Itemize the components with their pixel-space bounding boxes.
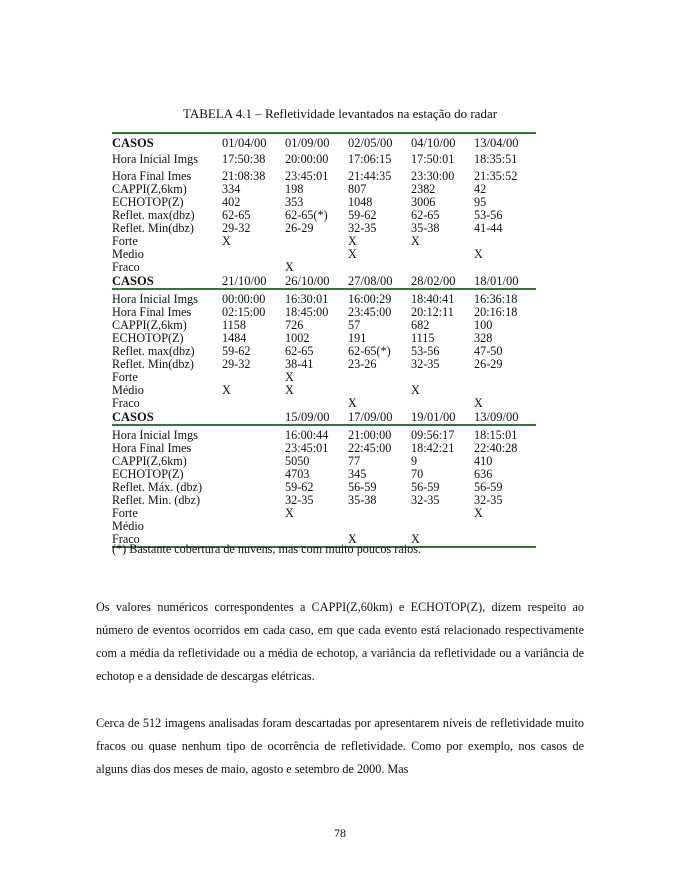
row-label: Medio <box>112 247 144 261</box>
table-cell: 32-35 <box>348 221 377 235</box>
table-cell: 23:45:00 <box>348 305 392 319</box>
table-cell: 26-29 <box>474 357 503 371</box>
table-cell: 334 <box>222 182 241 196</box>
table-cell <box>222 494 285 507</box>
table-cell: 32-35 <box>411 357 440 371</box>
date-cell: 13/04/00 <box>474 136 519 150</box>
date-cell: 28/02/00 <box>411 274 456 288</box>
table-caption: TABELA 4.1 – Refletividade levantados na estação do radar <box>182 106 498 121</box>
table-cell <box>285 235 348 248</box>
table-cell <box>222 261 285 274</box>
date-cell: 19/01/00 <box>411 410 456 424</box>
table-row <box>112 235 536 248</box>
table-cell: 23:30:00 <box>411 169 455 183</box>
row-label: Hora Final Imes <box>112 169 192 183</box>
date-cell: 01/09/00 <box>285 136 330 150</box>
row-label: Reflet. max(dbz) <box>112 344 195 358</box>
table-cell: 42 <box>474 182 487 196</box>
row-label: Forte <box>112 234 138 248</box>
table-cell: X <box>222 383 231 397</box>
table-header-row <box>112 274 536 288</box>
table-cell: X <box>474 396 483 410</box>
table-cell <box>411 507 474 520</box>
table-cell: 16:00:29 <box>348 292 392 306</box>
table-footnote: (*) Bastante cobertura de nuvens, mas com muito poucos raios. <box>112 542 422 556</box>
table-cell: 198 <box>285 182 304 196</box>
table-cell <box>474 520 536 533</box>
row-label: Hora Final Imes <box>112 305 192 319</box>
table-cell: 1002 <box>285 331 310 345</box>
table-cell <box>222 371 285 384</box>
row-label: ECHOTOP(Z) <box>112 331 184 345</box>
table-cell: 29-32 <box>222 221 251 235</box>
table-cell <box>222 442 285 455</box>
table-cell <box>474 261 536 274</box>
table-cell: X <box>348 234 357 248</box>
row-label: CAPPI(Z,6km) <box>112 318 187 332</box>
table-cell <box>474 533 536 546</box>
table-cell: 09:56:17 <box>411 428 455 442</box>
table-cell <box>222 481 285 494</box>
page-number: 78 <box>334 826 346 840</box>
row-label: Fraco <box>112 532 140 546</box>
table-cell: X <box>474 247 483 261</box>
table-cell: 726 <box>285 318 304 332</box>
table-cell: 32-35 <box>411 493 440 507</box>
table-row <box>112 494 536 507</box>
table-cell <box>348 520 411 533</box>
row-label: Hora Inicial Imgs <box>112 428 198 442</box>
table-block-1 <box>112 132 536 288</box>
row-label: CAPPI(Z,6km) <box>112 182 187 196</box>
date-cell <box>222 410 285 424</box>
table-cell: 21:08:38 <box>222 169 266 183</box>
table-cell <box>411 371 474 384</box>
table-row <box>112 358 536 371</box>
table-cell: X <box>474 506 483 520</box>
table-cell: 95 <box>474 195 487 209</box>
table-cell: 17:06:15 <box>348 152 392 166</box>
table-cell: X <box>411 383 420 397</box>
table-cell <box>474 384 536 397</box>
table-cell: 1484 <box>222 331 247 345</box>
table-cell: X <box>411 532 420 546</box>
date-cell: 13/09/00 <box>474 410 519 424</box>
table-cell: 23:45:01 <box>285 169 329 183</box>
row-label: Médio <box>112 519 144 533</box>
date-cell: 15/09/00 <box>285 410 330 424</box>
table-cell: 345 <box>348 467 367 481</box>
table-cell: 3006 <box>411 195 436 209</box>
table-cell <box>411 261 474 274</box>
table-cell: 70 <box>411 467 424 481</box>
table-cell: 402 <box>222 195 241 209</box>
table-cell <box>474 371 536 384</box>
row-label: Hora Final Imes <box>112 441 192 455</box>
table-cell <box>285 397 348 410</box>
table-cell: X <box>285 260 294 274</box>
table-header-row <box>112 410 536 424</box>
table-cell: 16:00:44 <box>285 428 329 442</box>
table-cell <box>222 468 285 481</box>
table-cell: 807 <box>348 182 367 196</box>
row-label: Forte <box>112 506 138 520</box>
table-cell: 9 <box>411 454 418 468</box>
table-cell: 62-65 <box>222 208 251 222</box>
table-cell: 35-38 <box>348 493 377 507</box>
table-cell: 18:40:41 <box>411 292 455 306</box>
table-cell: 682 <box>411 318 430 332</box>
table-cell: 59-62 <box>285 480 314 494</box>
table-cell: 57 <box>348 318 361 332</box>
body-paragraph: Cerca de 512 imagens analisadas foram descartadas por apresentarem níveis de refletividade muito fracos ou quase nenhum tipo de ocorrência de refletividade. Como por exemplo, nos casos de alguns dias dos meses de maio, agosto e setembro de 2000. Mas <box>96 716 584 777</box>
table-cell <box>222 455 285 468</box>
date-cell: 27/08/00 <box>348 274 393 288</box>
table-cell: 23-26 <box>348 357 377 371</box>
row-label: Reflet. Máx. (dbz) <box>112 480 203 494</box>
table-row <box>112 397 536 410</box>
table-row <box>112 153 536 166</box>
table-cell: 53-56 <box>411 344 440 358</box>
row-label: Reflet. Min(dbz) <box>112 221 194 235</box>
table-row <box>112 384 536 397</box>
table-row <box>112 248 536 261</box>
table-cell: 191 <box>348 331 367 345</box>
table-cell: 47-50 <box>474 344 503 358</box>
table-row <box>112 371 536 384</box>
table-cell: 1158 <box>222 318 246 332</box>
table-cell: 17:50:01 <box>411 152 455 166</box>
table-cell: 26-29 <box>285 221 314 235</box>
table-header-row <box>112 136 536 150</box>
table-cell <box>348 507 411 520</box>
table-cell: X <box>348 532 357 546</box>
row-label: Fraco <box>112 260 140 274</box>
table-cell: 02:15:00 <box>222 305 266 319</box>
table-cell: X <box>411 234 420 248</box>
table-cell: 21:35:52 <box>474 169 518 183</box>
table-cell: 20:00:00 <box>285 152 329 166</box>
table-cell: 21:00:00 <box>348 428 392 442</box>
table-cell: 21:44:35 <box>348 169 392 183</box>
table-cell: 62-65 <box>285 344 314 358</box>
table-cell: 4703 <box>285 467 310 481</box>
table-cell: 1115 <box>411 331 435 345</box>
casos-label: CASOS <box>112 410 154 424</box>
table-cell: 17:50:38 <box>222 152 266 166</box>
row-label: Reflet. max(dbz) <box>112 208 195 222</box>
table-cell: 38-41 <box>285 357 314 371</box>
table-cell: 32-35 <box>285 493 314 507</box>
table-cell: 29-32 <box>222 357 251 371</box>
table-cell <box>348 261 411 274</box>
reflectivity-table <box>112 132 536 548</box>
table-cell <box>222 429 285 442</box>
table-cell: 00:00:00 <box>222 292 266 306</box>
table-cell: X <box>285 506 294 520</box>
date-cell: 18/01/00 <box>474 274 519 288</box>
table-cell <box>348 371 411 384</box>
body-paragraph: Os valores numéricos correspondentes a CAPPI(Z,60km) e ECHOTOP(Z), dizem respeito ao número de eventos ocorridos em cada caso, em que cada evento está relacionado respectivamente com a média da refletividade ou a média de echotop, a variância da refletividade ou a variância de echotop e a densidade de descargas elétricas. <box>96 600 584 684</box>
table-cell <box>285 248 348 261</box>
casos-label: CASOS <box>112 136 154 150</box>
table-cell <box>222 248 285 261</box>
table-row <box>112 520 536 533</box>
table-cell: 18:15:01 <box>474 428 518 442</box>
table-cell: 16:36:18 <box>474 292 518 306</box>
table-cell <box>222 397 285 410</box>
date-cell: 21/10/00 <box>222 274 267 288</box>
table-cell: X <box>348 396 357 410</box>
table-cell: 20:12:11 <box>411 305 454 319</box>
casos-label: CASOS <box>112 274 154 288</box>
row-label: Reflet. Min(dbz) <box>112 357 194 371</box>
row-label: ECHOTOP(Z) <box>112 195 184 209</box>
table-block-3 <box>112 424 536 548</box>
row-label: Forte <box>112 370 138 384</box>
table-row <box>112 261 536 274</box>
table-cell: 353 <box>285 195 304 209</box>
table-cell: 2382 <box>411 182 436 196</box>
table-cell: 22:40:28 <box>474 441 518 455</box>
table-cell: 18:45:00 <box>285 305 329 319</box>
row-label: ECHOTOP(Z) <box>112 467 184 481</box>
table-cell <box>222 520 285 533</box>
row-label: CAPPI(Z,6km) <box>112 454 187 468</box>
table-cell: 41-44 <box>474 221 503 235</box>
table-cell <box>411 520 474 533</box>
table-cell: 56-59 <box>474 480 503 494</box>
row-label: Hora Inicial Imgs <box>112 152 198 166</box>
table-cell: 20:16:18 <box>474 305 518 319</box>
table-row <box>112 222 536 235</box>
table-cell: 18:42:21 <box>411 441 455 455</box>
row-label: Hora Inicial Imgs <box>112 292 198 306</box>
table-cell: 22:45:00 <box>348 441 392 455</box>
table-cell: 16:30:01 <box>285 292 329 306</box>
table-cell: 59-62 <box>348 208 377 222</box>
table-cell: X <box>222 234 231 248</box>
table-cell: 62-65(*) <box>285 208 328 222</box>
table-cell: 62-65(*) <box>348 344 391 358</box>
date-cell: 26/10/00 <box>285 274 330 288</box>
table-cell <box>474 235 536 248</box>
table-cell: 56-59 <box>348 480 377 494</box>
row-label: Médio <box>112 383 144 397</box>
table-cell: 18:35:51 <box>474 152 518 166</box>
table-cell: 328 <box>474 331 493 345</box>
date-cell: 02/05/00 <box>348 136 393 150</box>
date-cell: 17/09/00 <box>348 410 393 424</box>
table-cell: 35-38 <box>411 221 440 235</box>
table-cell: 5050 <box>285 454 310 468</box>
table-cell <box>411 397 474 410</box>
date-cell: 04/10/00 <box>411 136 456 150</box>
table-block-2 <box>112 288 536 424</box>
table-cell: 59-62 <box>222 344 251 358</box>
table-cell: 53-56 <box>474 208 503 222</box>
table-cell: 62-65 <box>411 208 440 222</box>
table-cell: 56-59 <box>411 480 440 494</box>
table-cell <box>411 248 474 261</box>
table-cell: 636 <box>474 467 493 481</box>
date-cell: 01/04/00 <box>222 136 267 150</box>
table-cell <box>222 507 285 520</box>
row-label: Fraco <box>112 396 140 410</box>
table-cell: 77 <box>348 454 361 468</box>
table-cell: 410 <box>474 454 493 468</box>
table-cell: 32-35 <box>474 493 503 507</box>
table-cell <box>285 520 348 533</box>
table-cell: 100 <box>474 318 493 332</box>
table-cell: 23:45:01 <box>285 441 329 455</box>
table-cell: X <box>348 247 357 261</box>
table-cell: X <box>285 383 294 397</box>
table-cell <box>348 384 411 397</box>
table-cell: 1048 <box>348 195 373 209</box>
row-label: Reflet. Min. (dbz) <box>112 493 200 507</box>
table-row <box>112 507 536 520</box>
table-cell: X <box>285 370 294 384</box>
